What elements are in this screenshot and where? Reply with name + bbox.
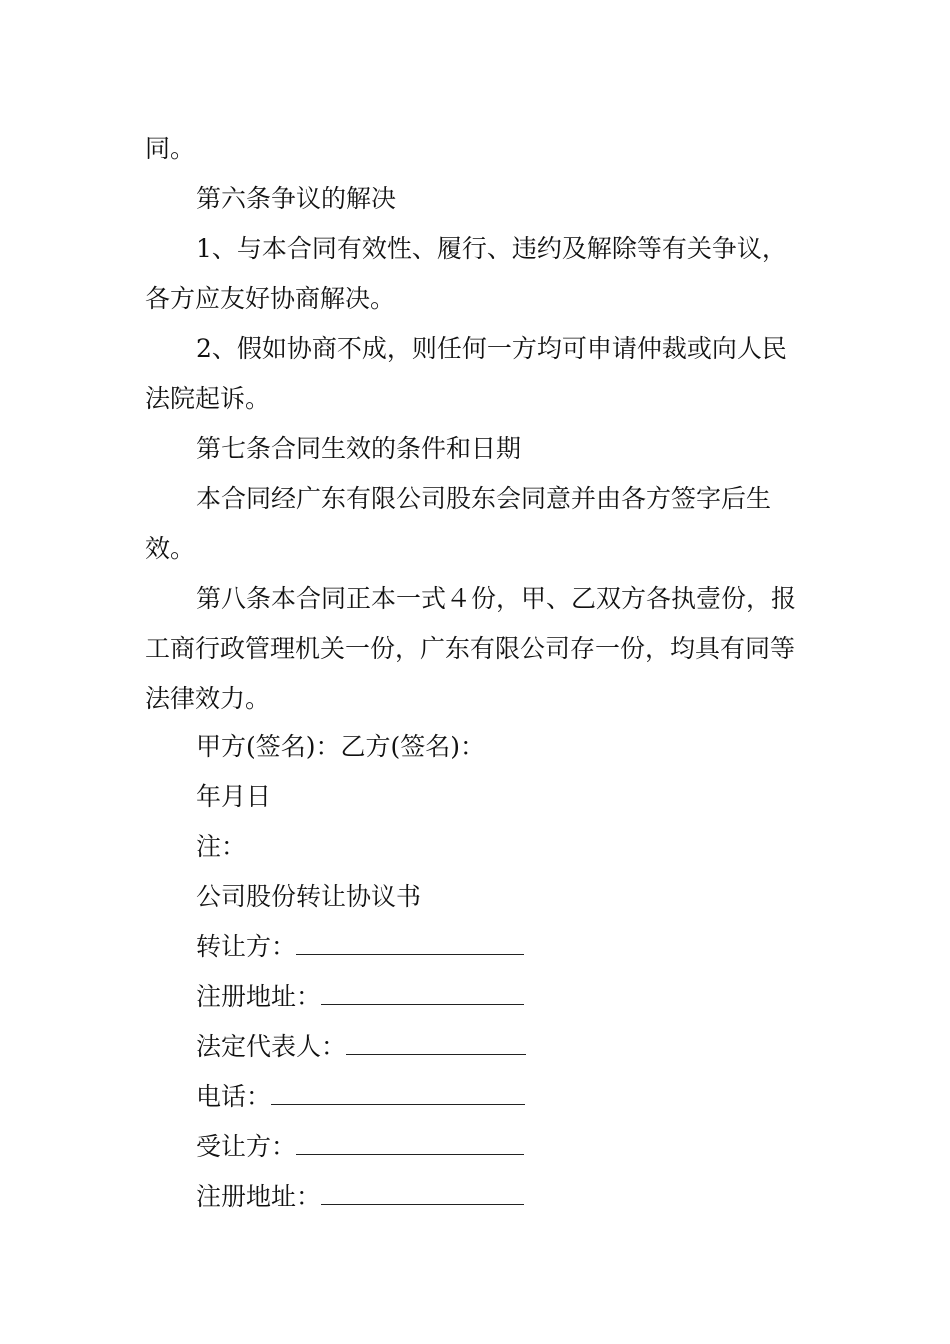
agreement-title: 公司股份转让协议书 [196, 882, 422, 911]
note-line: 注： [196, 832, 247, 861]
phone-label: 电话： [196, 1082, 272, 1111]
legal-representative-blank[interactable] [346, 1032, 526, 1055]
transferor-field [196, 922, 524, 972]
transferee-field [196, 1122, 524, 1172]
article-6-heading: 第六条争议的解决 [196, 184, 397, 213]
paragraph-continuation: 同。 [145, 134, 196, 163]
signature-line: 甲方(签名)：乙方(签名)： [196, 732, 486, 761]
article-6-clause-1: 1、与本合同有效性、履行、违约及解除等有关争议，各方应友好协商解决。 [145, 234, 787, 313]
date-line: 年月日 [196, 782, 272, 811]
transferee-label: 受让方： [196, 1132, 297, 1161]
article-7-heading: 第七条合同生效的条件和日期 [196, 434, 522, 463]
transferor-address-blank[interactable] [321, 982, 524, 1005]
article-7-text: 本合同经广东有限公司股东会同意并由各方签字后生效。 [145, 484, 772, 563]
article-8-text: 第八条本合同正本一式４份，甲、乙双方各执壹份，报工商行政管理机关一份，广东有限公司存一份，均具有同等法律效力。 [145, 584, 797, 713]
phone-blank[interactable] [271, 1082, 525, 1105]
transferor-address-field [196, 972, 524, 1022]
legal-representative-label: 法定代表人： [196, 1032, 347, 1061]
transferee-address-label: 注册地址： [196, 1182, 322, 1211]
phone-field [196, 1072, 525, 1122]
transferee-address-blank[interactable] [321, 1182, 524, 1205]
legal-representative-field [196, 1022, 526, 1072]
transferor-blank[interactable] [296, 932, 524, 955]
transferee-blank[interactable] [296, 1132, 524, 1155]
transferor-address-label: 注册地址： [196, 982, 322, 1011]
article-6-clause-2: 2、假如协商不成，则任何一方均可申请仲裁或向人民法院起诉。 [145, 334, 787, 413]
transferee-address-field [196, 1172, 524, 1222]
transferor-label: 转让方： [196, 932, 297, 961]
